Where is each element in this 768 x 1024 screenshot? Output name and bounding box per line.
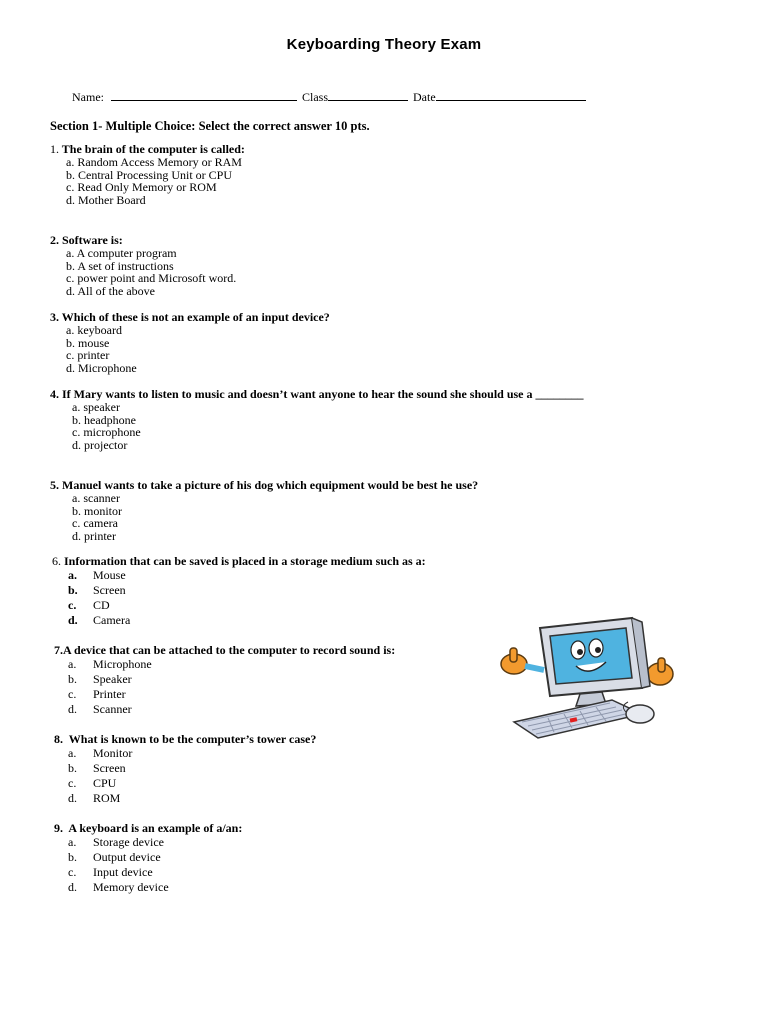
option[interactable]: b. mouse (66, 335, 110, 350)
date-label: Date (413, 90, 436, 104)
option[interactable]: d. printer (72, 529, 116, 544)
option[interactable]: d. Memory device (68, 879, 169, 894)
question-stem: 8. What is known to be the computer’s tower case? (54, 732, 317, 746)
name-label: Name: (72, 90, 104, 104)
option[interactable]: b. Central Processing Unit or CPU (66, 167, 232, 182)
option[interactable]: d. Camera (68, 612, 131, 627)
option[interactable]: a. Monitor (68, 745, 133, 760)
question-stem: 4. If Mary wants to listen to music and doesn’t want anyone to hear the sound she should use a ________ (50, 387, 584, 401)
question-7 (54, 644, 395, 717)
option[interactable]: a. speaker (72, 399, 120, 414)
question-2 (50, 234, 236, 298)
question-stem: 3. Which of these is not an example of an input device? (50, 310, 330, 324)
section-heading: Section 1- Multiple Choice: Select the correct answer 10 pts. (50, 119, 370, 133)
option[interactable]: b. monitor (72, 503, 122, 518)
option[interactable]: a. Mouse (68, 567, 126, 582)
option[interactable]: a. scanner (72, 490, 120, 505)
option[interactable]: d. Microphone (66, 361, 137, 376)
date-blank[interactable] (436, 90, 586, 101)
option[interactable]: a. Random Access Memory or RAM (66, 154, 242, 169)
question-8 (54, 733, 316, 806)
option[interactable]: a. Storage device (68, 834, 164, 849)
option[interactable]: c. Printer (68, 686, 126, 701)
question-stem: 9. A keyboard is an example of a/an: (54, 821, 243, 835)
option[interactable]: c. Read Only Memory or ROM (66, 180, 217, 195)
option[interactable]: c. camera (72, 516, 118, 531)
question-1 (50, 143, 245, 207)
option[interactable]: b. Screen (68, 760, 126, 775)
question-stem: 1. The brain of the computer is called: (50, 142, 245, 156)
option[interactable]: d. Mother Board (66, 193, 146, 208)
student-info-line (72, 90, 586, 105)
option[interactable]: a. A computer program (66, 245, 177, 260)
option[interactable]: b. Output device (68, 849, 161, 864)
option[interactable]: b. Screen (68, 582, 126, 597)
question-stem: 2. Software is: (50, 233, 123, 247)
option[interactable]: a. keyboard (66, 322, 122, 337)
question-6 (52, 555, 426, 628)
question-stem: 6. Information that can be saved is placed in a storage medium such as a: (52, 554, 426, 568)
option[interactable]: d. All of the above (66, 284, 155, 299)
name-blank[interactable] (111, 90, 297, 101)
question-stem: 7.A device that can be attached to the computer to record sound is: (54, 643, 396, 657)
option[interactable]: c. printer (66, 348, 110, 363)
question-stem: 5. Manuel wants to take a picture of his dog which equipment would be best he use? (50, 478, 479, 492)
option[interactable]: b. headphone (72, 412, 136, 427)
option[interactable]: a. Microphone (68, 656, 152, 671)
option[interactable]: c. power point and Microsoft word. (66, 271, 237, 286)
option[interactable]: c. CPU (68, 775, 117, 790)
option[interactable]: d. Scanner (68, 701, 132, 716)
class-blank[interactable] (328, 90, 408, 101)
option[interactable]: b. Speaker (68, 671, 132, 686)
option[interactable]: b. A set of instructions (66, 258, 174, 273)
question-5 (50, 479, 478, 543)
question-9 (54, 822, 242, 895)
option[interactable]: d. projector (72, 438, 128, 453)
exam-title: Keyboarding Theory Exam (286, 36, 482, 53)
option[interactable]: c. Input device (68, 864, 153, 879)
question-4 (50, 388, 584, 452)
option[interactable]: c. CD (68, 597, 110, 612)
class-label: Class (302, 90, 329, 104)
option[interactable]: c. microphone (72, 425, 141, 440)
cartoon-computer-icon (492, 614, 682, 750)
option[interactable]: d. ROM (68, 790, 121, 805)
question-3 (50, 311, 330, 375)
